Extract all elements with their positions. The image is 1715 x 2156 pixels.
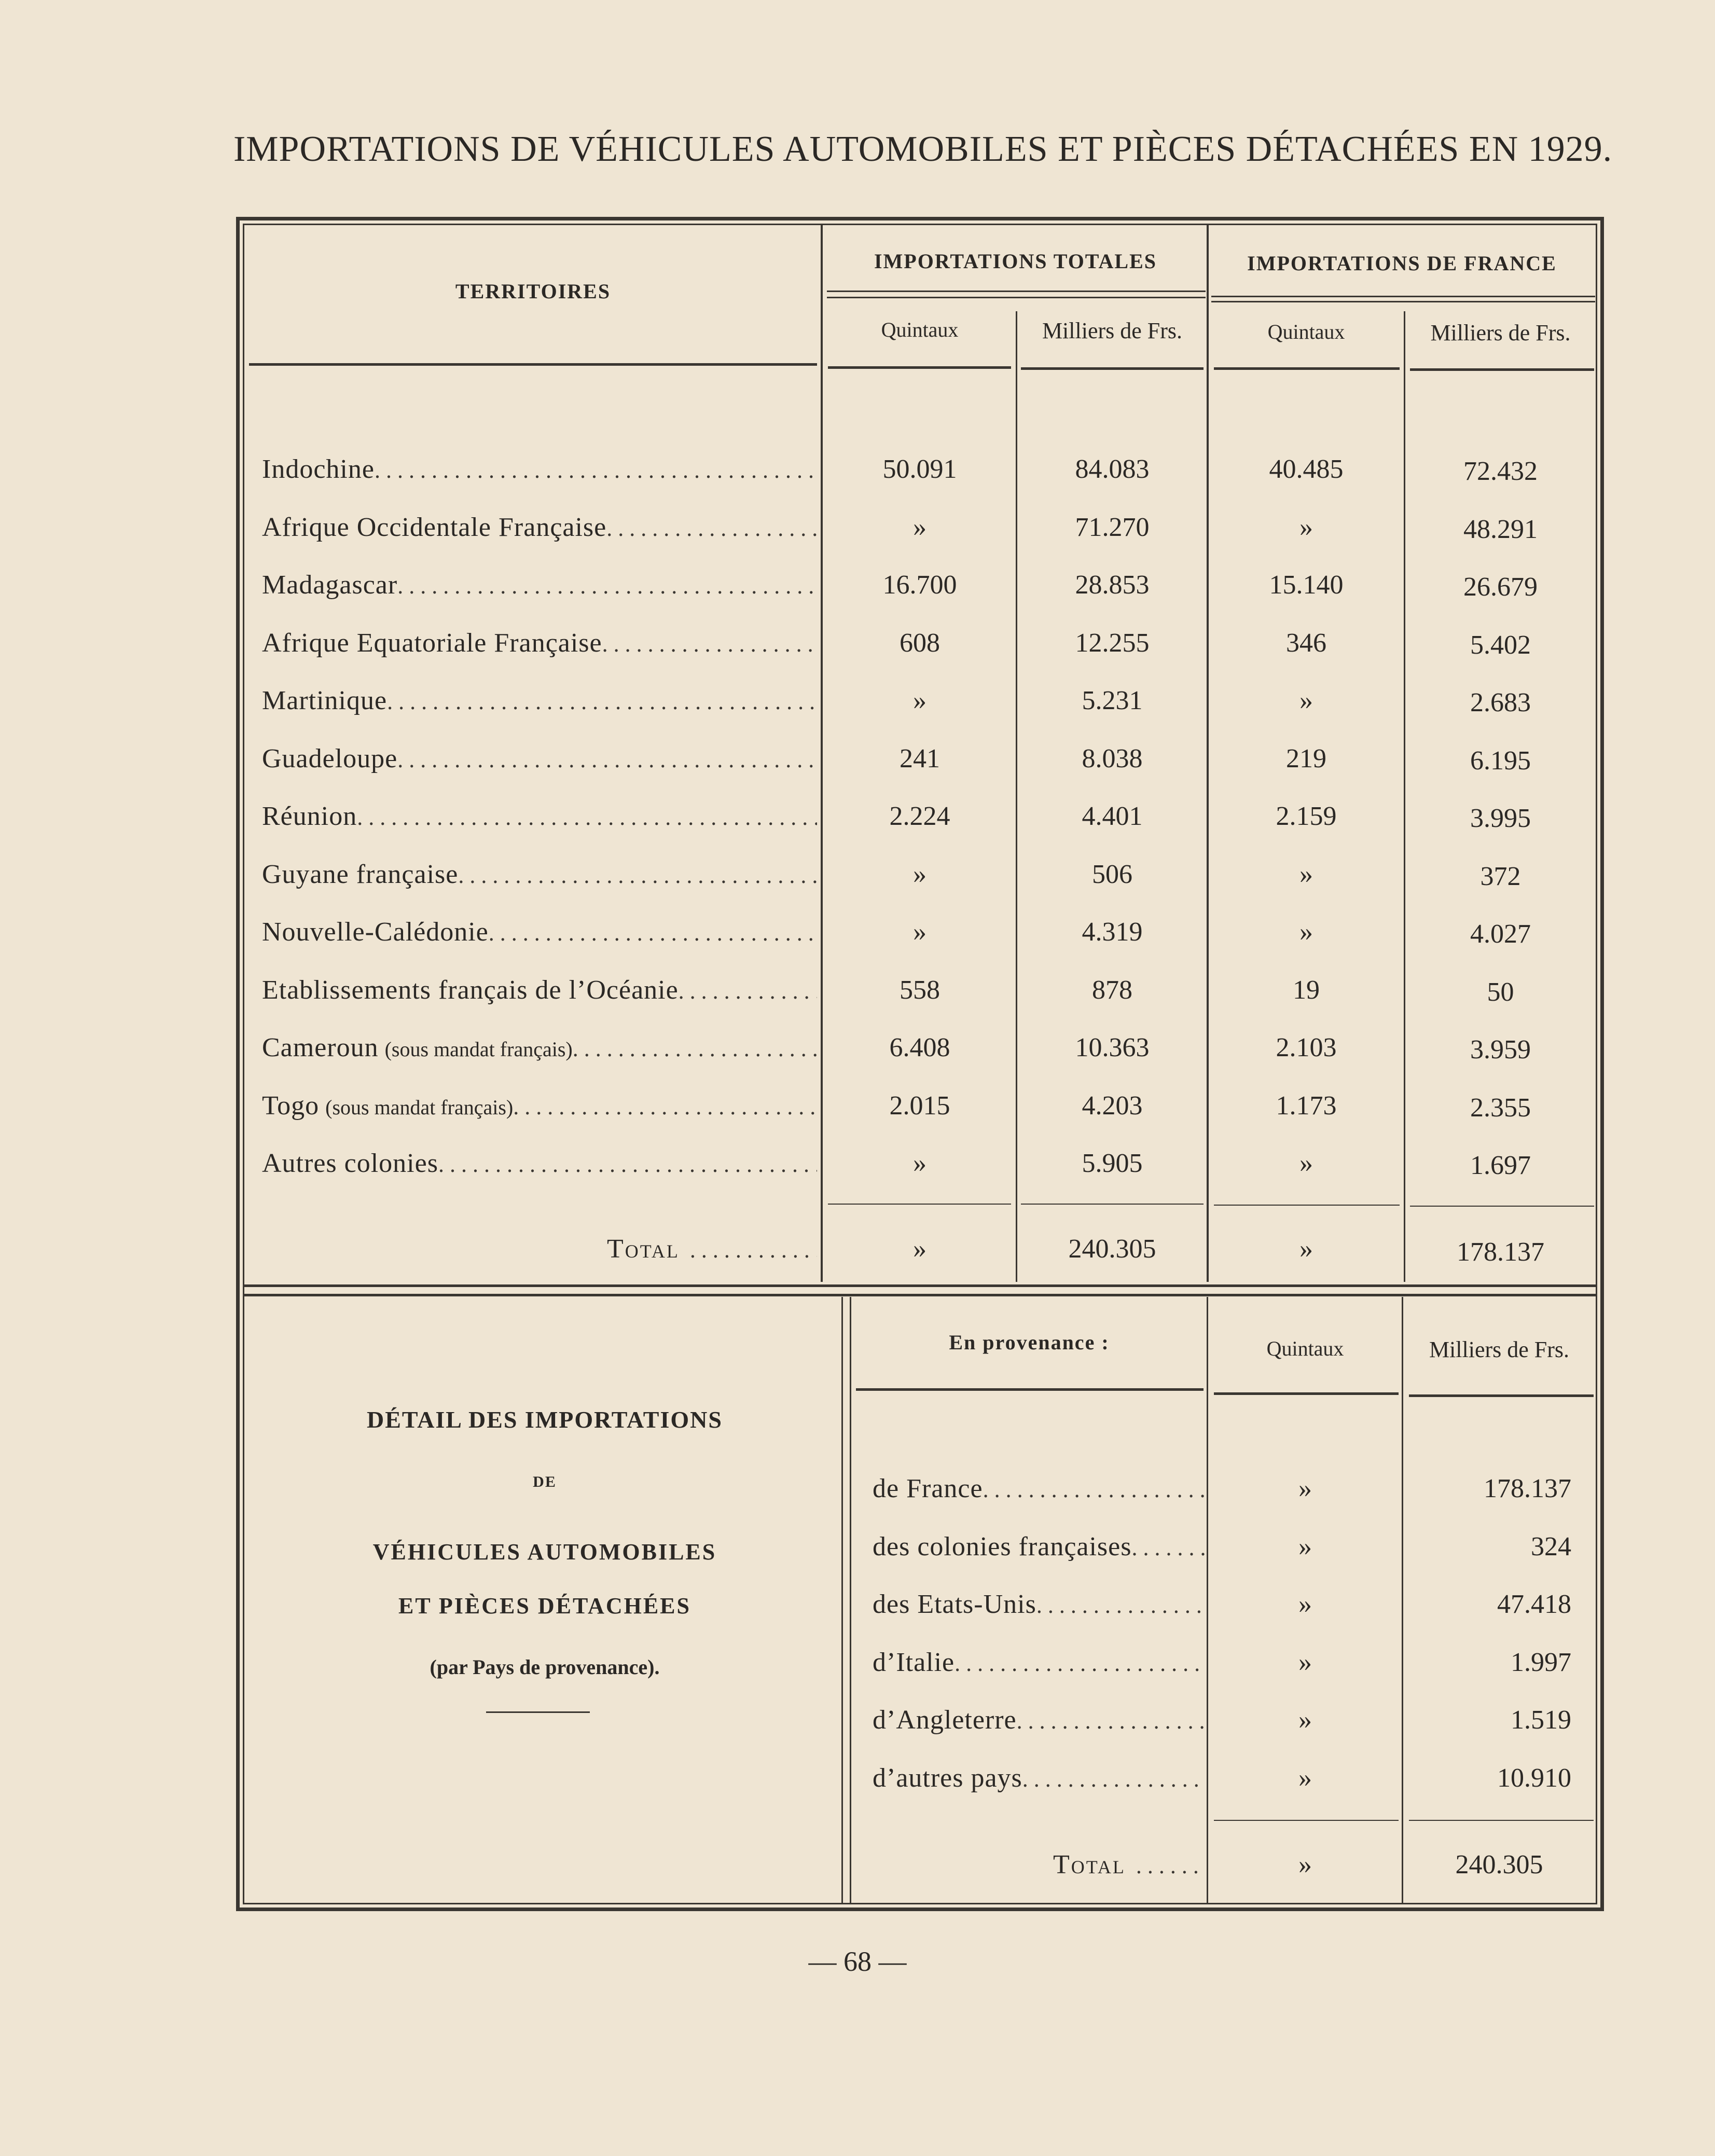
territory-cell — [262, 738, 817, 781]
tot-quintaux: 241 — [900, 744, 940, 773]
leader-dots — [438, 1144, 817, 1185]
hdr-rule-a — [827, 291, 1206, 292]
territory-name: Autres colonies — [262, 1149, 438, 1178]
leader-dots — [489, 913, 817, 954]
tot-milliers: 5.905 — [1082, 1149, 1143, 1178]
fr-milliers: 6.195 — [1470, 746, 1531, 776]
fr-quintaux: 219 — [1286, 744, 1326, 773]
tot-quintaux: » — [913, 860, 926, 889]
tot-milliers: 12.255 — [1075, 628, 1150, 658]
detail-hdr-rule-m — [1409, 1394, 1594, 1397]
detail-quintaux: » — [1298, 1763, 1312, 1793]
territory-name: Guadeloupe — [262, 744, 398, 773]
hdr-bottom-frq — [1214, 367, 1400, 370]
territory-name: Cameroun — [262, 1033, 379, 1062]
territory-name: Togo — [262, 1091, 320, 1121]
origin-cell — [873, 1468, 1205, 1511]
fr-quintaux: 2.103 — [1276, 1033, 1337, 1062]
origin-cell — [873, 1699, 1205, 1742]
total-rule-totm — [1021, 1204, 1204, 1205]
tot-quintaux: » — [913, 513, 926, 542]
detail-header-milliers: Milliers de Frs. — [1429, 1337, 1570, 1362]
leader-dots — [983, 1469, 1205, 1511]
table-row — [0, 623, 1715, 664]
leader-dots — [387, 681, 817, 723]
detail-row — [0, 1468, 1715, 1510]
fr-milliers: 48.291 — [1463, 515, 1538, 544]
detail-row — [0, 1584, 1715, 1625]
detail-milliers: 324 — [1531, 1532, 1571, 1561]
fr-milliers: 2.355 — [1470, 1093, 1531, 1123]
territory-cell — [262, 1027, 817, 1070]
territory-name: Afrique Occidentale Française — [262, 513, 607, 542]
header-fr-quintaux: Quintaux — [1267, 320, 1345, 343]
leader-dots — [357, 797, 817, 838]
territory-cell — [262, 796, 817, 838]
tot-milliers: 71.270 — [1075, 513, 1150, 542]
section-rule-a — [244, 1284, 1596, 1287]
territory-cell — [262, 1085, 817, 1128]
leader-dots — [606, 508, 817, 549]
detail-header-quintaux: Quintaux — [1266, 1337, 1344, 1360]
detail-milliers: 178.137 — [1484, 1474, 1571, 1503]
detail-total-label-cell — [1053, 1844, 1204, 1887]
header-territoires: TERRITOIRES — [455, 280, 611, 303]
leader-dots — [690, 1229, 817, 1271]
leader-dots — [602, 624, 817, 665]
detail-row — [0, 1699, 1715, 1741]
leader-dots — [679, 971, 817, 1012]
tot-quintaux: » — [913, 686, 926, 715]
hdr-rule-d — [1211, 301, 1595, 302]
page-number: — 68 — — [808, 1946, 907, 1977]
leader-dots — [1131, 1527, 1205, 1569]
detail-milliers: 1.997 — [1511, 1648, 1571, 1677]
origin-cell — [873, 1526, 1205, 1569]
detail-row — [0, 1758, 1715, 1799]
territory-name: Réunion — [262, 801, 357, 831]
total-fr-milliers: 178.137 — [1457, 1237, 1544, 1267]
detail-hdr-rule-prov — [856, 1388, 1204, 1391]
territory-name: Madagascar — [262, 570, 398, 600]
fr-quintaux: 1.173 — [1276, 1091, 1337, 1121]
tot-quintaux: 558 — [900, 975, 940, 1005]
detail-quintaux: » — [1298, 1705, 1312, 1735]
territory-cell — [262, 623, 817, 665]
leader-dots — [1136, 1845, 1204, 1887]
fr-quintaux: 346 — [1286, 628, 1326, 658]
leader-dots — [513, 1086, 817, 1128]
tot-milliers: 4.401 — [1082, 801, 1143, 831]
tot-milliers: 8.038 — [1082, 744, 1143, 773]
territory-cell — [262, 854, 817, 896]
fr-quintaux: » — [1299, 686, 1313, 715]
tot-milliers: 84.083 — [1075, 454, 1150, 484]
table-row — [0, 738, 1715, 780]
table-row — [0, 796, 1715, 837]
total-tot-quintaux: » — [913, 1234, 926, 1264]
header-tot-quintaux: Quintaux — [881, 318, 959, 341]
origin-cell — [873, 1642, 1205, 1684]
territory-cell — [262, 970, 817, 1012]
origin-name: de France — [873, 1474, 983, 1503]
detail-total-row — [0, 1844, 1715, 1886]
tot-milliers: 4.319 — [1082, 917, 1143, 947]
fr-milliers: 5.402 — [1470, 630, 1531, 660]
table-row — [0, 564, 1715, 606]
detail-title-4: ET PIÈCES DÉTACHÉES — [398, 1593, 691, 1619]
detail-total-rule-q — [1214, 1820, 1399, 1821]
fr-quintaux: 15.140 — [1269, 570, 1344, 600]
leader-dots — [458, 855, 817, 896]
table-row — [0, 1027, 1715, 1069]
detail-total-label: Total — [1053, 1850, 1126, 1879]
origin-name: des Etats-Unis — [873, 1590, 1036, 1619]
total-rule-totq — [828, 1204, 1011, 1205]
total-rule-frm — [1410, 1206, 1594, 1207]
table-row — [0, 970, 1715, 1011]
tot-milliers: 878 — [1092, 975, 1132, 1005]
table-row — [0, 507, 1715, 548]
detail-quintaux: » — [1298, 1648, 1312, 1677]
total-label-cell — [607, 1228, 817, 1271]
territory-name: Nouvelle-Calédonie — [262, 917, 489, 947]
hdr-bottom-totm — [1021, 367, 1204, 370]
table-row — [0, 854, 1715, 895]
fr-milliers: 1.697 — [1470, 1151, 1531, 1180]
leader-dots — [1017, 1701, 1205, 1742]
header-fr-milliers: Milliers de Frs. — [1430, 320, 1571, 345]
detail-quintaux: » — [1298, 1474, 1312, 1503]
territory-name: Indochine — [262, 454, 375, 484]
territory-cell — [262, 911, 817, 954]
hdr-bottom-territory — [249, 363, 817, 366]
total-tot-milliers: 240.305 — [1068, 1234, 1156, 1264]
table-row — [0, 1143, 1715, 1184]
territory-cell — [262, 449, 817, 491]
origin-cell — [873, 1758, 1205, 1800]
tot-milliers: 28.853 — [1075, 570, 1150, 600]
origin-name: d’Italie — [873, 1648, 955, 1677]
detail-quintaux: » — [1298, 1590, 1312, 1619]
detail-subtitle: (par Pays de provenance). — [430, 1655, 660, 1679]
total-row — [0, 1228, 1715, 1270]
territory-cell — [262, 564, 817, 607]
tot-milliers: 5.231 — [1082, 686, 1143, 715]
leader-dots — [955, 1643, 1205, 1684]
tot-quintaux: » — [913, 1149, 926, 1178]
territory-cell — [262, 680, 817, 723]
territory-name: Martinique — [262, 686, 388, 715]
detail-milliers: 10.910 — [1497, 1763, 1571, 1793]
territory-cell — [262, 507, 817, 549]
tot-milliers: 10.363 — [1075, 1033, 1150, 1062]
leader-dots — [397, 565, 817, 607]
origin-name: d’autres pays — [873, 1763, 1022, 1793]
origin-name: des colonies françaises — [873, 1532, 1132, 1561]
fr-quintaux: » — [1299, 917, 1313, 947]
fr-milliers: 50 — [1487, 977, 1514, 1007]
detail-header-provenance: En provenance : — [949, 1331, 1110, 1354]
detail-milliers: 1.519 — [1511, 1705, 1571, 1735]
fr-milliers: 72.432 — [1463, 457, 1538, 486]
fr-quintaux: » — [1299, 860, 1313, 889]
origin-name: d’Angleterre — [873, 1705, 1017, 1735]
territory-note: (sous mandat français) — [384, 1038, 573, 1061]
hdr-bottom-frm — [1410, 368, 1594, 371]
territory-note: (sous mandat français) — [325, 1096, 514, 1119]
tot-quintaux: 608 — [900, 628, 940, 658]
hdr-rule-b — [827, 297, 1206, 298]
hdr-bottom-totq — [828, 366, 1011, 369]
fr-milliers: 3.995 — [1470, 804, 1531, 833]
hdr-rule-c — [1211, 296, 1595, 297]
fr-milliers: 372 — [1480, 862, 1521, 891]
table-row — [0, 680, 1715, 722]
detail-row — [0, 1642, 1715, 1683]
table-row — [0, 449, 1715, 490]
section-rule-b — [244, 1294, 1596, 1296]
total-rule-frq — [1214, 1205, 1400, 1206]
total-fr-quintaux: » — [1299, 1234, 1313, 1264]
page-title: IMPORTATIONS DE VÉHICULES AUTOMOBILES ET PIÈCES DÉTACHÉES EN 1929. — [233, 129, 1613, 169]
header-importations-totales: IMPORTATIONS TOTALES — [874, 250, 1157, 273]
tot-quintaux: 2.224 — [889, 801, 950, 831]
tot-quintaux: 6.408 — [889, 1033, 950, 1062]
territory-name: Guyane française — [262, 860, 459, 889]
tot-milliers: 4.203 — [1082, 1091, 1143, 1121]
tot-milliers: 506 — [1092, 860, 1132, 889]
tot-quintaux: » — [913, 917, 926, 947]
detail-title-1: DÉTAIL DES IMPORTATIONS — [367, 1406, 723, 1433]
territory-cell — [262, 1143, 817, 1185]
detail-total-rule-m — [1409, 1820, 1594, 1821]
detail-quintaux: » — [1298, 1532, 1312, 1561]
fr-quintaux: » — [1299, 513, 1313, 542]
territory-name: Etablissements français de l’Océanie — [262, 975, 679, 1005]
fr-quintaux: 19 — [1293, 975, 1320, 1005]
detail-title-2: DE — [533, 1473, 557, 1490]
fr-quintaux: » — [1299, 1149, 1313, 1178]
tot-quintaux: 16.700 — [882, 570, 957, 600]
fr-milliers: 3.959 — [1470, 1035, 1531, 1065]
leader-dots — [1022, 1759, 1205, 1800]
origin-cell — [873, 1584, 1205, 1626]
detail-title-3: VÉHICULES AUTOMOBILES — [372, 1539, 717, 1565]
detail-hdr-rule-q — [1214, 1392, 1399, 1395]
tot-quintaux: 2.015 — [889, 1091, 950, 1121]
territory-name: Afrique Equatoriale Française — [262, 628, 602, 658]
leader-dots — [375, 450, 817, 491]
fr-milliers: 26.679 — [1463, 572, 1538, 602]
total-label: Total — [607, 1234, 680, 1264]
fr-quintaux: 40.485 — [1269, 454, 1344, 484]
detail-total-quintaux: » — [1298, 1850, 1312, 1879]
leader-dots — [1036, 1585, 1205, 1626]
table-row — [0, 1085, 1715, 1127]
detail-row — [0, 1526, 1715, 1568]
table-row — [0, 911, 1715, 953]
leader-dots — [573, 1028, 817, 1070]
fr-quintaux: 2.159 — [1276, 801, 1337, 831]
fr-milliers: 4.027 — [1470, 919, 1531, 949]
tot-quintaux: 50.091 — [882, 454, 957, 484]
detail-total-milliers: 240.305 — [1455, 1850, 1543, 1879]
leader-dots — [397, 739, 817, 781]
fr-milliers: 2.683 — [1470, 688, 1531, 717]
header-importations-de-france: IMPORTATIONS DE FRANCE — [1247, 252, 1557, 275]
detail-milliers: 47.418 — [1497, 1590, 1571, 1619]
header-tot-milliers: Milliers de Frs. — [1042, 318, 1183, 343]
